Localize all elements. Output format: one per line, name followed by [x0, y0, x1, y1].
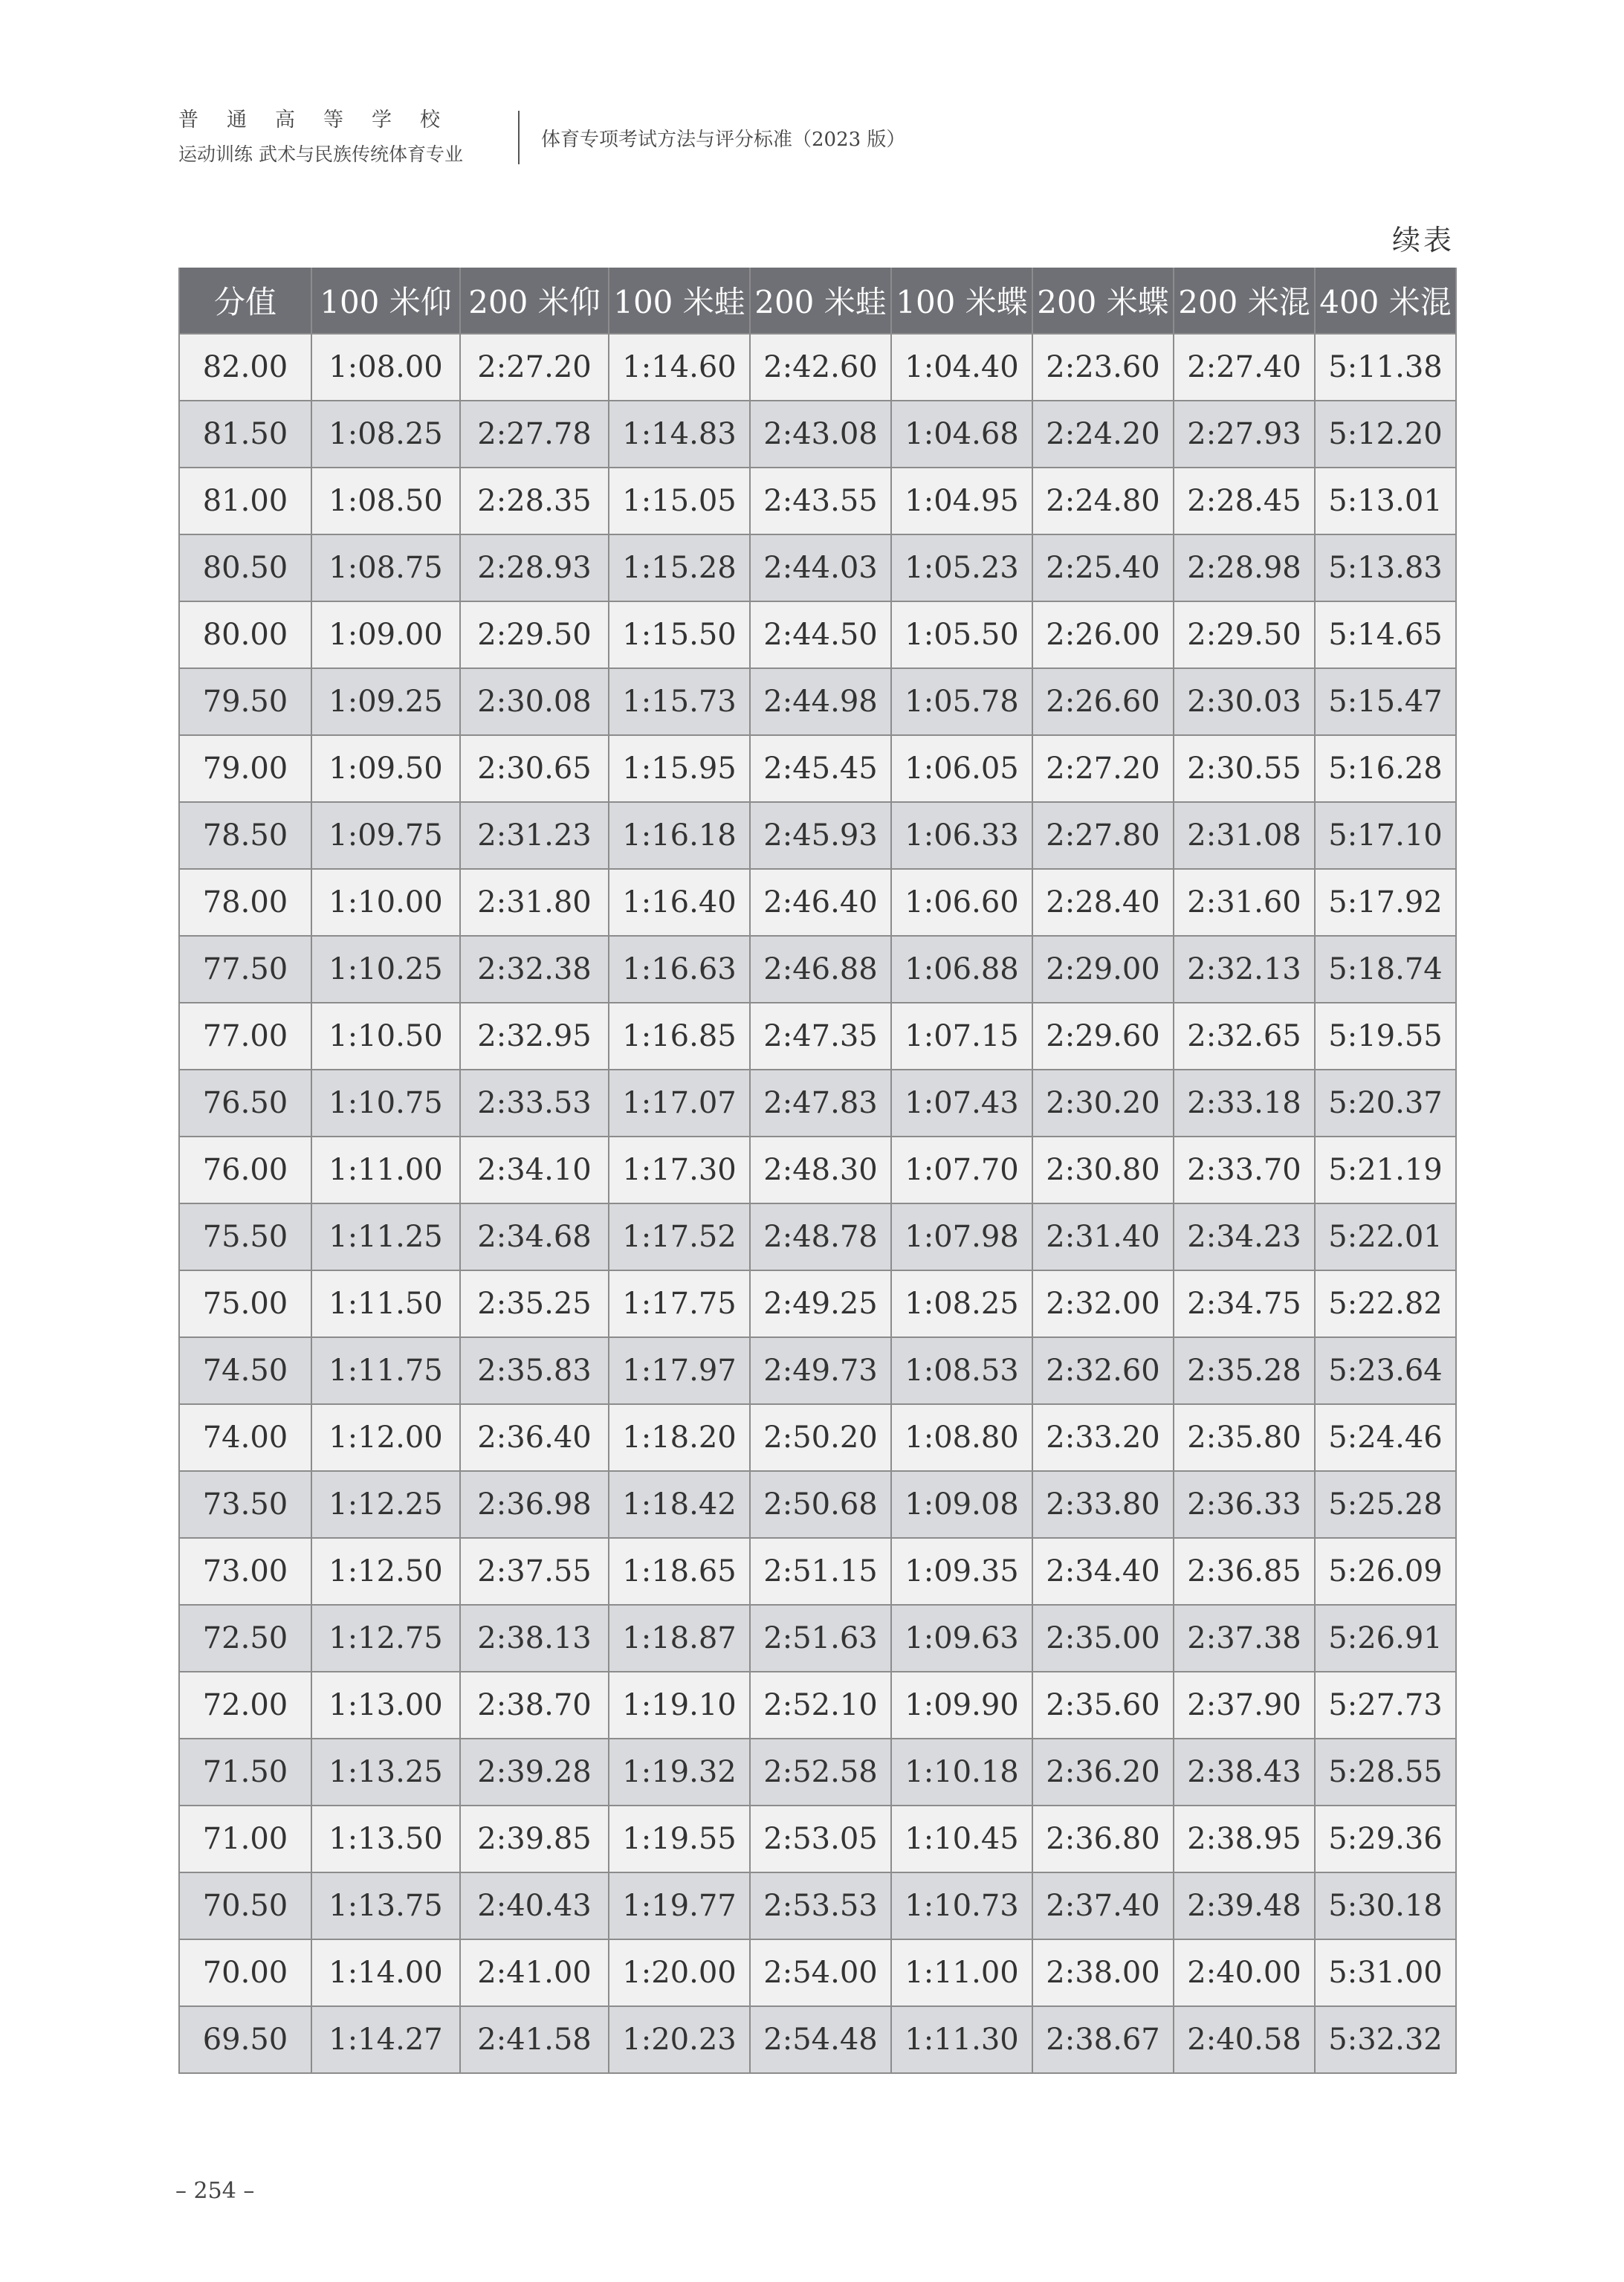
table-row	[179, 802, 1456, 869]
time-cell: 2:25.40	[1032, 534, 1174, 601]
time-cell: 2:36.98	[460, 1471, 609, 1538]
time-cell: 2:31.08	[1174, 802, 1315, 869]
time-cell: 2:46.40	[750, 869, 891, 936]
time-cell: 1:12.75	[311, 1605, 460, 1672]
table-row	[179, 1003, 1456, 1070]
time-cell: 2:37.90	[1174, 1672, 1315, 1739]
time-cell: 5:26.91	[1315, 1605, 1456, 1672]
time-cell: 2:46.88	[750, 936, 891, 1003]
table-row	[179, 2006, 1456, 2073]
time-cell: 1:08.25	[311, 401, 460, 468]
time-cell: 1:13.25	[311, 1739, 460, 1806]
time-cell: 2:33.70	[1174, 1137, 1315, 1203]
time-cell: 1:09.25	[311, 668, 460, 735]
score-cell: 71.50	[179, 1739, 311, 1806]
score-cell: 79.50	[179, 668, 311, 735]
time-cell: 1:14.83	[609, 401, 750, 468]
time-cell: 1:08.80	[891, 1404, 1032, 1471]
time-cell: 1:08.53	[891, 1337, 1032, 1404]
time-cell: 1:09.08	[891, 1471, 1032, 1538]
time-cell: 2:35.25	[460, 1270, 609, 1337]
time-cell: 5:20.37	[1315, 1070, 1456, 1137]
time-cell: 5:26.09	[1315, 1538, 1456, 1605]
time-cell: 5:23.64	[1315, 1337, 1456, 1404]
time-cell: 2:32.13	[1174, 936, 1315, 1003]
time-cell: 1:19.55	[609, 1806, 750, 1872]
time-cell: 2:38.43	[1174, 1739, 1315, 1806]
time-cell: 2:29.00	[1032, 936, 1174, 1003]
score-cell: 75.00	[179, 1270, 311, 1337]
time-cell: 2:24.20	[1032, 401, 1174, 468]
time-cell: 5:31.00	[1315, 1939, 1456, 2006]
header-book-title: 体育专项考试方法与评分标准（2023 版）	[541, 129, 906, 151]
time-cell: 1:05.50	[891, 601, 1032, 668]
time-cell: 2:37.38	[1174, 1605, 1315, 1672]
time-cell: 2:32.65	[1174, 1003, 1315, 1070]
time-cell: 5:18.74	[1315, 936, 1456, 1003]
time-cell: 1:09.63	[891, 1605, 1032, 1672]
table-row	[179, 1070, 1456, 1137]
time-cell: 1:05.23	[891, 534, 1032, 601]
time-cell: 2:36.80	[1032, 1806, 1174, 1872]
time-cell: 2:30.55	[1174, 735, 1315, 802]
table-header-row	[179, 268, 1456, 334]
time-cell: 2:30.20	[1032, 1070, 1174, 1137]
time-cell: 2:51.15	[750, 1538, 891, 1605]
time-cell: 2:37.40	[1032, 1872, 1174, 1939]
time-cell: 5:30.18	[1315, 1872, 1456, 1939]
time-cell: 2:47.83	[750, 1070, 891, 1137]
time-cell: 1:06.33	[891, 802, 1032, 869]
time-cell: 1:09.75	[311, 802, 460, 869]
time-cell: 1:07.15	[891, 1003, 1032, 1070]
time-cell: 2:44.50	[750, 601, 891, 668]
time-cell: 2:32.60	[1032, 1337, 1174, 1404]
time-cell: 2:36.33	[1174, 1471, 1315, 1538]
column-header: 分值	[179, 268, 311, 334]
time-cell: 1:08.25	[891, 1270, 1032, 1337]
time-cell: 1:07.43	[891, 1070, 1032, 1137]
time-cell: 2:35.60	[1032, 1672, 1174, 1739]
time-cell: 1:11.30	[891, 2006, 1032, 2073]
column-header: 200 米混	[1174, 268, 1315, 334]
time-cell: 1:07.98	[891, 1203, 1032, 1270]
time-cell: 2:26.00	[1032, 601, 1174, 668]
time-cell: 1:04.68	[891, 401, 1032, 468]
column-header: 100 米仰	[311, 268, 460, 334]
score-cell: 73.50	[179, 1471, 311, 1538]
score-cell: 79.00	[179, 735, 311, 802]
time-cell: 2:53.53	[750, 1872, 891, 1939]
score-cell: 75.50	[179, 1203, 311, 1270]
time-cell: 2:33.80	[1032, 1471, 1174, 1538]
time-cell: 2:40.58	[1174, 2006, 1315, 2073]
time-cell: 5:24.46	[1315, 1404, 1456, 1471]
score-cell: 78.50	[179, 802, 311, 869]
time-cell: 1:10.75	[311, 1070, 460, 1137]
time-cell: 5:22.82	[1315, 1270, 1456, 1337]
time-cell: 2:48.30	[750, 1137, 891, 1203]
time-cell: 5:13.01	[1315, 468, 1456, 534]
time-cell: 2:30.08	[460, 668, 609, 735]
time-cell: 2:26.60	[1032, 668, 1174, 735]
time-cell: 2:41.00	[460, 1939, 609, 2006]
time-cell: 1:09.00	[311, 601, 460, 668]
time-cell: 2:30.03	[1174, 668, 1315, 735]
table-row	[179, 1672, 1456, 1739]
time-cell: 1:15.28	[609, 534, 750, 601]
time-cell: 1:14.60	[609, 334, 750, 401]
time-cell: 1:04.95	[891, 468, 1032, 534]
table-row	[179, 334, 1456, 401]
time-cell: 5:13.83	[1315, 534, 1456, 601]
time-cell: 2:32.00	[1032, 1270, 1174, 1337]
header-school: 普通高等学校	[178, 109, 468, 132]
score-cell: 70.00	[179, 1939, 311, 2006]
time-cell: 2:27.78	[460, 401, 609, 468]
time-cell: 2:34.10	[460, 1137, 609, 1203]
time-cell: 1:13.50	[311, 1806, 460, 1872]
time-cell: 2:35.83	[460, 1337, 609, 1404]
time-cell: 1:11.00	[311, 1137, 460, 1203]
score-cell: 76.00	[179, 1137, 311, 1203]
time-cell: 2:39.85	[460, 1806, 609, 1872]
table-row	[179, 936, 1456, 1003]
time-cell: 1:08.50	[311, 468, 460, 534]
time-cell: 2:28.98	[1174, 534, 1315, 601]
time-cell: 2:51.63	[750, 1605, 891, 1672]
time-cell: 1:16.18	[609, 802, 750, 869]
time-cell: 2:45.45	[750, 735, 891, 802]
score-cell: 81.00	[179, 468, 311, 534]
time-cell: 2:32.38	[460, 936, 609, 1003]
time-cell: 1:20.00	[609, 1939, 750, 2006]
time-cell: 2:31.40	[1032, 1203, 1174, 1270]
table-row	[179, 1939, 1456, 2006]
time-cell: 2:33.53	[460, 1070, 609, 1137]
time-cell: 5:21.19	[1315, 1137, 1456, 1203]
time-cell: 1:10.50	[311, 1003, 460, 1070]
time-cell: 5:32.32	[1315, 2006, 1456, 2073]
time-cell: 1:09.90	[891, 1672, 1032, 1739]
time-cell: 1:09.35	[891, 1538, 1032, 1605]
time-cell: 2:52.10	[750, 1672, 891, 1739]
time-cell: 1:12.50	[311, 1538, 460, 1605]
time-cell: 1:09.50	[311, 735, 460, 802]
time-cell: 1:08.75	[311, 534, 460, 601]
time-cell: 2:50.20	[750, 1404, 891, 1471]
time-cell: 5:25.28	[1315, 1471, 1456, 1538]
score-cell: 77.00	[179, 1003, 311, 1070]
time-cell: 2:43.55	[750, 468, 891, 534]
time-cell: 2:45.93	[750, 802, 891, 869]
time-cell: 5:11.38	[1315, 334, 1456, 401]
time-cell: 2:34.23	[1174, 1203, 1315, 1270]
time-cell: 1:18.42	[609, 1471, 750, 1538]
score-cell: 74.00	[179, 1404, 311, 1471]
time-cell: 1:17.07	[609, 1070, 750, 1137]
time-cell: 2:49.25	[750, 1270, 891, 1337]
time-cell: 5:15.47	[1315, 668, 1456, 735]
time-cell: 2:39.48	[1174, 1872, 1315, 1939]
table-row	[179, 1337, 1456, 1404]
time-cell: 2:28.40	[1032, 869, 1174, 936]
time-cell: 2:28.93	[460, 534, 609, 601]
time-cell: 2:38.13	[460, 1605, 609, 1672]
time-cell: 5:28.55	[1315, 1739, 1456, 1806]
table-body	[179, 334, 1456, 2073]
time-cell: 1:13.75	[311, 1872, 460, 1939]
table-row	[179, 468, 1456, 534]
table-row	[179, 534, 1456, 601]
table-row	[179, 735, 1456, 802]
time-cell: 5:27.73	[1315, 1672, 1456, 1739]
time-cell: 1:14.27	[311, 2006, 460, 2073]
time-cell: 2:35.00	[1032, 1605, 1174, 1672]
time-cell: 2:44.03	[750, 534, 891, 601]
time-cell: 2:52.58	[750, 1739, 891, 1806]
time-cell: 2:34.40	[1032, 1538, 1174, 1605]
time-cell: 5:19.55	[1315, 1003, 1456, 1070]
time-cell: 2:49.73	[750, 1337, 891, 1404]
time-cell: 1:05.78	[891, 668, 1032, 735]
time-cell: 2:38.00	[1032, 1939, 1174, 2006]
time-cell: 2:44.98	[750, 668, 891, 735]
time-cell: 5:16.28	[1315, 735, 1456, 802]
score-cell: 77.50	[179, 936, 311, 1003]
time-cell: 1:10.00	[311, 869, 460, 936]
time-cell: 1:07.70	[891, 1137, 1032, 1203]
time-cell: 1:12.00	[311, 1404, 460, 1471]
time-cell: 2:29.50	[1174, 601, 1315, 668]
score-cell: 82.00	[179, 334, 311, 401]
table-row	[179, 1471, 1456, 1538]
time-cell: 1:15.95	[609, 735, 750, 802]
score-cell: 78.00	[179, 869, 311, 936]
time-cell: 1:06.05	[891, 735, 1032, 802]
time-cell: 2:47.35	[750, 1003, 891, 1070]
score-cell: 72.00	[179, 1672, 311, 1739]
score-cell: 73.00	[179, 1538, 311, 1605]
time-cell: 1:10.45	[891, 1806, 1032, 1872]
table-row	[179, 668, 1456, 735]
header-left	[178, 108, 505, 167]
table-row	[179, 1538, 1456, 1605]
time-cell: 1:19.10	[609, 1672, 750, 1739]
column-header: 200 米蝶	[1032, 268, 1174, 334]
time-cell: 2:32.95	[460, 1003, 609, 1070]
time-cell: 2:28.35	[460, 468, 609, 534]
time-cell: 2:36.40	[460, 1404, 609, 1471]
table-row	[179, 1806, 1456, 1872]
time-cell: 1:15.73	[609, 668, 750, 735]
score-cell: 70.50	[179, 1872, 311, 1939]
time-cell: 2:30.80	[1032, 1137, 1174, 1203]
header-major: 运动训练 武术与民族传统体育专业	[178, 143, 463, 165]
header-divider	[518, 111, 520, 164]
time-cell: 2:29.60	[1032, 1003, 1174, 1070]
table-row	[179, 1404, 1456, 1471]
time-cell: 2:35.80	[1174, 1404, 1315, 1471]
time-cell: 1:11.75	[311, 1337, 460, 1404]
score-cell: 81.50	[179, 401, 311, 468]
table-row	[179, 1872, 1456, 1939]
time-cell: 1:17.30	[609, 1137, 750, 1203]
time-cell: 1:15.05	[609, 468, 750, 534]
time-cell: 1:11.00	[891, 1939, 1032, 2006]
time-cell: 5:17.10	[1315, 802, 1456, 869]
time-cell: 2:53.05	[750, 1806, 891, 1872]
time-cell: 2:33.18	[1174, 1070, 1315, 1137]
time-cell: 1:10.25	[311, 936, 460, 1003]
time-cell: 2:27.93	[1174, 401, 1315, 468]
time-cell: 1:19.32	[609, 1739, 750, 1806]
time-cell: 2:42.60	[750, 334, 891, 401]
time-cell: 2:24.80	[1032, 468, 1174, 534]
time-cell: 2:38.70	[460, 1672, 609, 1739]
time-cell: 2:27.80	[1032, 802, 1174, 869]
page-number: – 254 –	[175, 2178, 255, 2204]
time-cell: 1:20.23	[609, 2006, 750, 2073]
time-cell: 2:33.20	[1032, 1404, 1174, 1471]
time-cell: 2:40.00	[1174, 1939, 1315, 2006]
table-row	[179, 1203, 1456, 1270]
time-cell: 2:27.20	[1032, 735, 1174, 802]
time-cell: 1:18.20	[609, 1404, 750, 1471]
time-cell: 5:14.65	[1315, 601, 1456, 668]
column-header: 200 米蛙	[750, 268, 891, 334]
time-cell: 2:39.28	[460, 1739, 609, 1806]
time-cell: 2:48.78	[750, 1203, 891, 1270]
time-cell: 1:16.40	[609, 869, 750, 936]
time-cell: 2:54.48	[750, 2006, 891, 2073]
time-cell: 2:50.68	[750, 1471, 891, 1538]
time-cell: 2:29.50	[460, 601, 609, 668]
score-cell: 80.00	[179, 601, 311, 668]
time-cell: 1:06.88	[891, 936, 1032, 1003]
time-cell: 2:27.20	[460, 334, 609, 401]
time-cell: 2:30.65	[460, 735, 609, 802]
time-cell: 5:12.20	[1315, 401, 1456, 468]
score-cell: 80.50	[179, 534, 311, 601]
time-cell: 2:28.45	[1174, 468, 1315, 534]
time-cell: 2:38.67	[1032, 2006, 1174, 2073]
time-cell: 5:22.01	[1315, 1203, 1456, 1270]
table-row	[179, 869, 1456, 936]
time-cell: 2:38.95	[1174, 1806, 1315, 1872]
time-cell: 1:17.52	[609, 1203, 750, 1270]
time-cell: 1:16.63	[609, 936, 750, 1003]
time-cell: 2:23.60	[1032, 334, 1174, 401]
time-cell: 5:29.36	[1315, 1806, 1456, 1872]
time-cell: 1:15.50	[609, 601, 750, 668]
time-cell: 1:10.18	[891, 1739, 1032, 1806]
table-row	[179, 601, 1456, 668]
time-cell: 2:31.60	[1174, 869, 1315, 936]
time-cell: 1:17.97	[609, 1337, 750, 1404]
time-cell: 1:10.73	[891, 1872, 1032, 1939]
table-row	[179, 1605, 1456, 1672]
time-cell: 2:43.08	[750, 401, 891, 468]
time-cell: 1:12.25	[311, 1471, 460, 1538]
time-cell: 1:11.50	[311, 1270, 460, 1337]
column-header: 400 米混	[1315, 268, 1456, 334]
table-row	[179, 401, 1456, 468]
score-table	[178, 268, 1457, 2074]
score-cell: 69.50	[179, 2006, 311, 2073]
time-cell: 2:41.58	[460, 2006, 609, 2073]
time-cell: 2:37.55	[460, 1538, 609, 1605]
time-cell: 2:36.85	[1174, 1538, 1315, 1605]
time-cell: 1:18.87	[609, 1605, 750, 1672]
table-row	[179, 1270, 1456, 1337]
time-cell: 2:34.75	[1174, 1270, 1315, 1337]
time-cell: 1:19.77	[609, 1872, 750, 1939]
time-cell: 1:13.00	[311, 1672, 460, 1739]
time-cell: 1:18.65	[609, 1538, 750, 1605]
time-cell: 1:04.40	[891, 334, 1032, 401]
score-cell: 71.00	[179, 1806, 311, 1872]
time-cell: 2:54.00	[750, 1939, 891, 2006]
score-cell: 76.50	[179, 1070, 311, 1137]
time-cell: 2:27.40	[1174, 334, 1315, 401]
score-cell: 72.50	[179, 1605, 311, 1672]
time-cell: 1:14.00	[311, 1939, 460, 2006]
continued-label: 续表	[1391, 224, 1455, 256]
score-cell: 74.50	[179, 1337, 311, 1404]
column-header: 200 米仰	[460, 268, 609, 334]
time-cell: 2:31.80	[460, 869, 609, 936]
time-cell: 2:34.68	[460, 1203, 609, 1270]
time-cell: 2:35.28	[1174, 1337, 1315, 1404]
time-cell: 1:08.00	[311, 334, 460, 401]
column-header: 100 米蝶	[891, 268, 1032, 334]
time-cell: 2:31.23	[460, 802, 609, 869]
time-cell: 1:17.75	[609, 1270, 750, 1337]
time-cell: 1:16.85	[609, 1003, 750, 1070]
time-cell: 1:11.25	[311, 1203, 460, 1270]
time-cell: 5:17.92	[1315, 869, 1456, 936]
time-cell: 1:06.60	[891, 869, 1032, 936]
table-row	[179, 1739, 1456, 1806]
column-header: 100 米蛙	[609, 268, 750, 334]
time-cell: 2:36.20	[1032, 1739, 1174, 1806]
table-row	[179, 1137, 1456, 1203]
time-cell: 2:40.43	[460, 1872, 609, 1939]
